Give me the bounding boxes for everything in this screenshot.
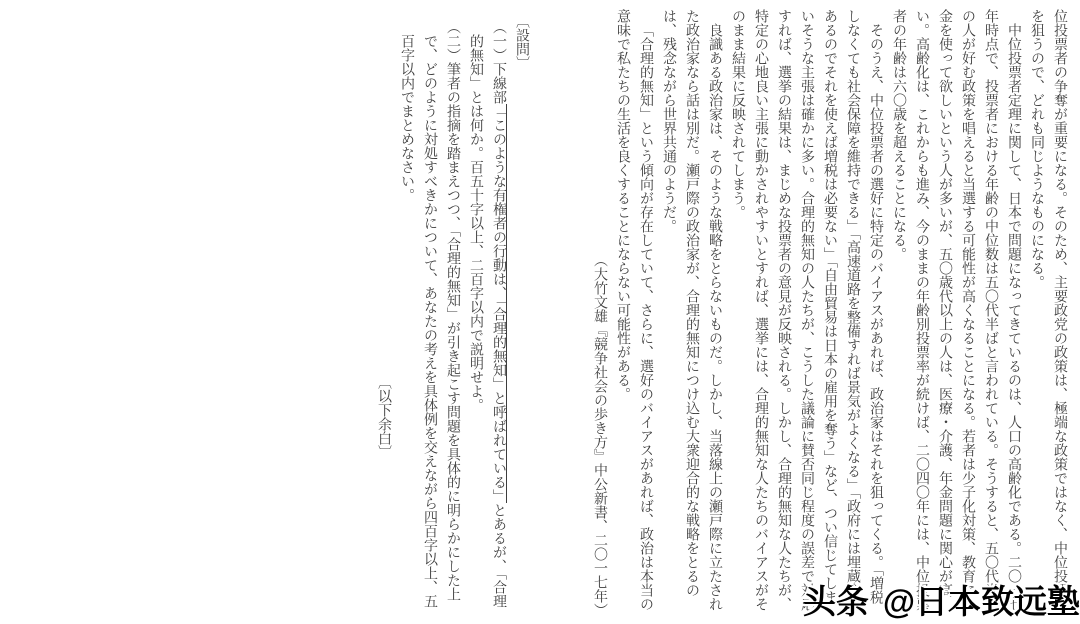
blank-space-note: 〔以下余白〕: [376, 375, 391, 459]
question-1: [464, 9, 510, 617]
watermark: [803, 576, 1080, 623]
passage-paragraph: 位投票者の争奪が重要になる。そのため、主要政党の政策は、極端な政策ではなく、中位投票者を狙うので、どれも同じようなものになる。: [1029, 9, 1067, 611]
question-1-number: （一）: [491, 20, 506, 62]
passage-paragraph: そのうえ、中位投票者の選好に特定のバイアスがあれば、政治家はそれを狙ってくる。「増税しなくても社会保障を維持できる」「高速道路を整備すれば景気がよくなる」「政府には埋蔵金があるのでそれを使えば増税は必要ない」「自由貿易は日本の雇用を奪う」など、つい信じてしまいそうな主張は確かに多い。合理的無知の人たちが、こうした議論に賛否同じ程度の誤差で対応すれば、選挙の結果は、まじめな投票者の意見が反映される。しかし、合理的無知な人たちが、特定の心地良い主張に動かされやすいとすれば、選挙には、合理的無知な人たちのバイアスがそのまま結果に反映されてしまう。: [730, 9, 883, 611]
question-1-rest: とあるが、「合理的無知」とは何か。百五十字以上、二百字以内で説明せよ。: [468, 34, 506, 608]
questions-section: [395, 9, 533, 617]
passage: [588, 9, 1071, 617]
question-2-text: 筆者の指摘を踏まえつつ、「合理的無知」が引き起こす問題を具体的に明らかにした上で、どのように対処すべきかについて、あなたの考えを具体例を交えながら四百字以上、五百字以内でまとめなさい。: [399, 34, 460, 608]
source-attribution: （大竹文雄『競争社会の歩き方』中公新書、二〇一七年）: [592, 253, 607, 617]
questions-header: 〔設問〕: [514, 14, 529, 70]
passage-paragraph: 中位投票者定理に関して、日本で問題になってきているのは、人口の高齢化である。二〇一七年時点で、投票者における年齢の中位数は五〇代半ばと言われている。そうすると、五〇代半ばの人が好む政策を唱えると当選する可能性が高くなることになる。若者は少子化対策、教育にお金を使って欲しいという人が多いが、五〇歳代以上の人は、医療・介護、年金問題に関心が高い。高齢化は、これからも進み、今のままの年齢別投票率が続けば、二〇四〇年には、中位投票者の年齢は六〇歳を超えることになる。: [891, 9, 1021, 611]
watermark-handle: @日本致远塾: [882, 583, 1080, 620]
watermark-brand: 头条: [802, 583, 869, 620]
question-1-underlined-quote: 「このような有権者の行動は、「合理的無知」と呼ばれている」: [491, 104, 506, 503]
question-2: [395, 9, 464, 617]
question-2-number: （二）: [445, 20, 460, 62]
passage-paragraph: 「合理的無知」という傾向が存在していて、さらに、選好のバイアスがあれば、政治は本当の意味で私たちの生活を良くすることにならない可能性がある。: [615, 9, 653, 611]
question-1-lead: 下線部: [491, 62, 506, 104]
vertical-text-area: [310, 0, 1080, 624]
passage-paragraph: 良識ある政治家は、そのような戦略をとらないものだ。しかし、当落線上の瀬戸際に立たされた政治家なら話は別だ。瀬戸際の政治家が、合理的無知につけ込む大衆迎合的な戦略をとるのは、残念ながら世界共通のようだ。: [661, 9, 722, 611]
